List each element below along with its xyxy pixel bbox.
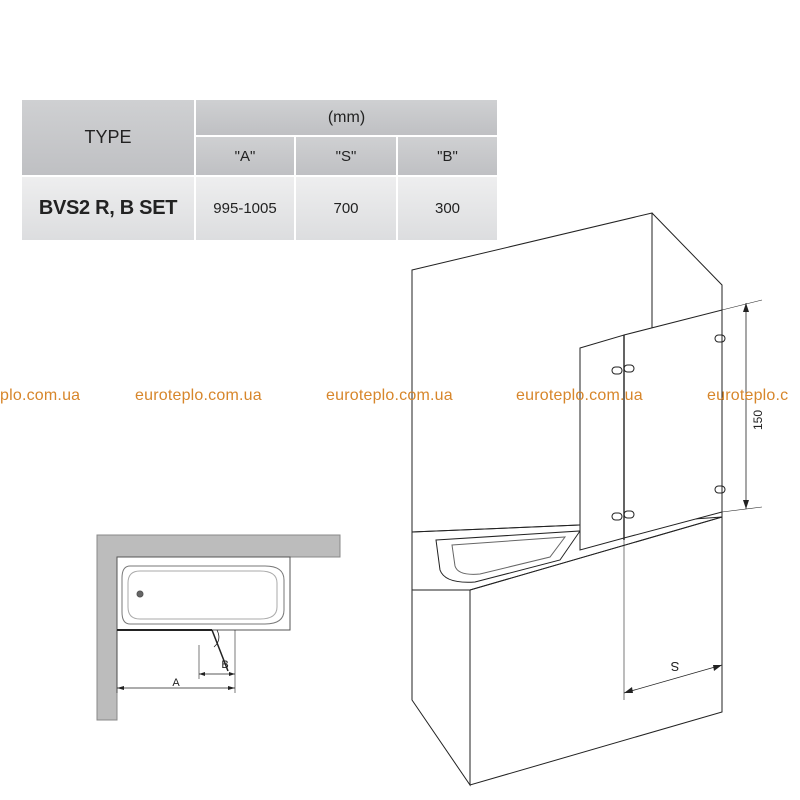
glass-panel-fixed	[624, 310, 722, 538]
type-header: TYPE	[22, 100, 194, 175]
column-b-header: "B"	[398, 137, 497, 175]
watermark-text: euroteplo.com.ua	[516, 387, 643, 404]
perspective-view	[412, 213, 765, 785]
dimension-b-label: B	[221, 659, 229, 671]
watermark-text: euroteplo.c	[707, 387, 789, 404]
bathtub-front	[470, 517, 722, 785]
value-a: 995-1005	[196, 177, 294, 240]
bathtub-basin	[436, 531, 580, 582]
height-dimension-label: 150	[751, 409, 765, 431]
watermark-text: plo.com.ua	[0, 387, 81, 404]
value-b: 300	[398, 177, 497, 240]
model-name: BVS2 R, B SET	[22, 177, 194, 240]
bathtub-side	[412, 532, 470, 785]
drain-icon	[137, 591, 143, 597]
watermark-text: euroteplo.com.ua	[135, 387, 262, 404]
bathtub-inner	[452, 537, 565, 574]
value-s: 700	[296, 177, 396, 240]
bathtub-top	[412, 517, 722, 590]
column-a-header: "A"	[196, 137, 294, 175]
column-s-header: "S"	[296, 137, 396, 175]
dimension-a-label: A	[172, 677, 180, 689]
watermark-text: euroteplo.com.ua	[326, 387, 453, 404]
depth-dimension-label: S	[670, 659, 680, 674]
plan-view	[97, 535, 340, 720]
unit-header: (mm)	[196, 100, 497, 135]
